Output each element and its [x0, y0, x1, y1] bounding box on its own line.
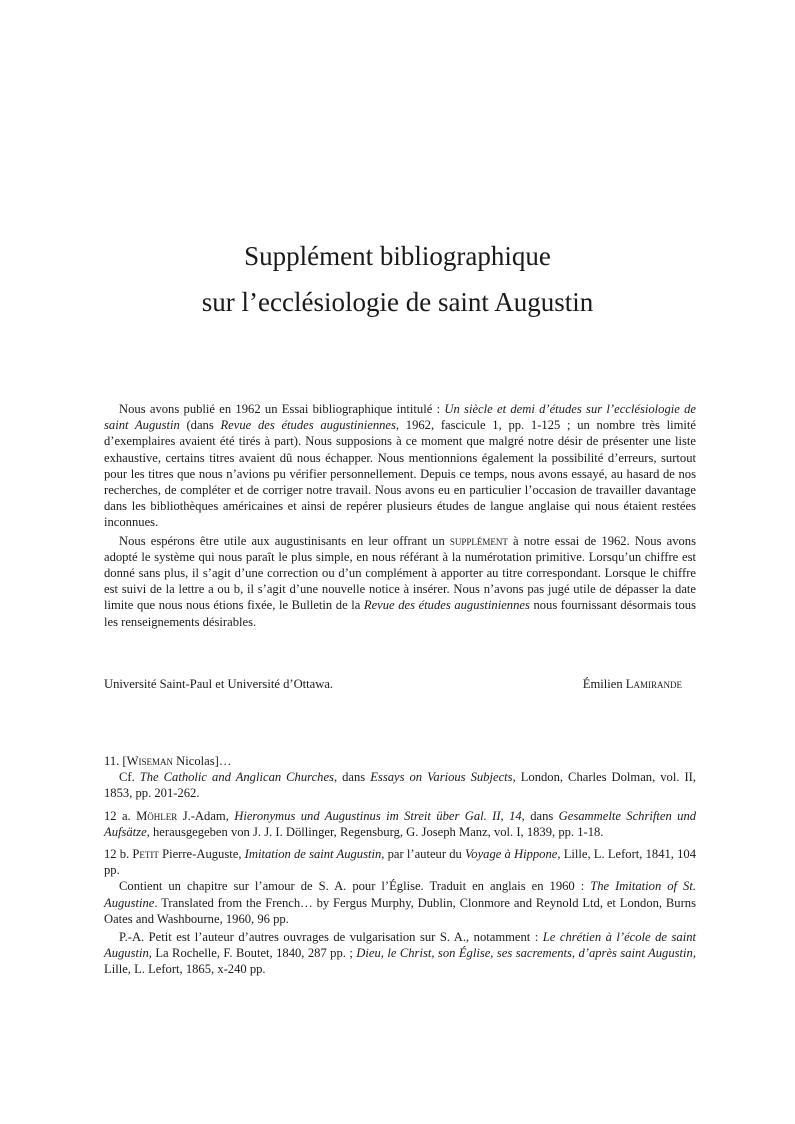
cited-title: Le chrétien à l’école de saint Augustin [104, 930, 696, 961]
text: , La Rochelle, F. Boutet, 1840, 287 pp. ; [148, 946, 357, 961]
text: , 1962, fascicule 1, pp. 1-125 ; un nombre très limité d’exemplaires avaient été tirés à part). Nous supposions à ce moment que malgré notre désir de présenter une liste exhaustive, certains titres avaient dû nous échapper. Nous mentionnions également la possibilité d’erreurs, surtout pour les titres que nous n’avions pu vérifier personnellement. Depuis ce temps, nous avons essayé, au hasard de nos recherches, de compléter et de corriger notre travail. Nous avons eu en particulier l’occasion de travailler davantage dans les bibliothèques américaines et ainsi de repérer plusieurs études de langue anglaise qui nous étaient restées inconnues. [104, 418, 696, 530]
text: , par l’auteur du [381, 847, 465, 862]
text: [ [119, 754, 127, 768]
cited-title: Voyage à Hippone [464, 847, 558, 862]
bibliography-entries [104, 753, 696, 984]
text: Nous espérons être utile aux augustinisants en leur offrant un [119, 533, 450, 548]
entry-body [104, 846, 696, 878]
title-line-2: sur l’ecclésiologie de saint Augustin [201, 287, 594, 317]
entry-number: 11. [104, 754, 120, 768]
cited-title: The Catholic and Anglican Churches [139, 770, 334, 785]
entry-11 [104, 753, 696, 802]
cited-title: Gesammelte Schriften und Aufsätze [104, 808, 697, 839]
text: Cf. [119, 770, 140, 785]
entry-number: 12 a. [104, 808, 131, 823]
text: , dans [333, 770, 371, 785]
author-rest: J.-Adam, [177, 808, 235, 823]
cited-title: Imitation de saint Augustin [244, 847, 382, 862]
journal-title: Revue des études augustiniennes [363, 598, 530, 613]
entry-body [104, 808, 696, 840]
signature-author [583, 676, 682, 692]
entry-note-1 [104, 878, 696, 927]
author-rest: Nicolas]… [173, 754, 232, 768]
text: , herausgegeben von J. J. I. Döllinger, Regensburg, G. Joseph Manz, vol. I, 1839, pp. 1-18. [146, 824, 604, 839]
cited-title: Essays on Various Subjects [370, 770, 513, 785]
introduction [104, 401, 696, 630]
text: , Lille, L. Lefort, 1841, 104 pp. [104, 847, 697, 878]
entry-number: 12 b. [104, 847, 130, 862]
text: nous fournissant désormais tous les renseignements désirables. [104, 598, 696, 629]
author-surname: Lamirande [625, 677, 682, 691]
author-surname: Wiseman [126, 754, 174, 768]
text: P.-A. Petit est l’auteur d’autres ouvrages de vulgarisation sur S. A., notamment : [119, 930, 543, 945]
text: , dans [521, 808, 559, 823]
cited-title: Un siècle et demi d’études sur l’ecclésiologie de saint Augustin [104, 402, 697, 433]
intro-paragraph-2 [104, 533, 696, 630]
author-first-name: Émilien [582, 677, 626, 691]
intro-paragraph-1 [104, 401, 696, 531]
small-caps-term: supplément [449, 533, 508, 548]
article-title [0, 233, 795, 325]
author-rest: Pierre-Auguste, [158, 847, 245, 862]
entry-note-2 [104, 929, 696, 978]
entry-12b [104, 846, 696, 978]
title-line-1: Supplément bibliographique [244, 241, 551, 271]
text: Nous avons publié en 1962 un Essai bibliographique intitulé : [119, 402, 445, 416]
signature-affiliation: Université Saint-Paul et Université d’Ottawa. [104, 677, 334, 691]
entry-body [104, 769, 696, 801]
text: (dans [179, 418, 221, 433]
entry-12a [104, 808, 696, 840]
signature [104, 676, 696, 692]
journal-title: Revue des études augustiniennes [220, 418, 396, 433]
text: Contient un chapitre sur l’amour de S. A. pour l’Église. Traduit en anglais en 1960 : [119, 879, 591, 894]
author-surname: Petit [132, 847, 159, 862]
author-surname: Möhler [136, 808, 178, 823]
text: à notre essai de 1962. Nous avons adopté le système qui nous paraît le plus simple, en nous référant à la numérotation primitive. Lorsqu’un chiffre est donné sans plus, il s’agit d’une correction ou d’un complément à apporter au titre correspondant. Lorsque le chiffre est suivi de la lettre a ou b, il s’agit d’une nouvelle notice à insérer. Nous n’avons pas jugé utile de dépasser la date limite que nous nous étions fixée, le Bulletin de la [104, 533, 696, 613]
text: , Lille, L. Lefort, 1865, x-240 pp. [104, 946, 696, 977]
cited-title: Hieronymus und Augustinus im Streit über Gal. II, 14 [234, 808, 522, 823]
text: . Translated from the French… by Fergus Murphy, Dublin, Clonmore and Reynold Ltd, et London, Burns Oates and Washbourne, 1960, 96 pp. [104, 895, 696, 926]
cited-title: Dieu, le Christ, son Église, ses sacrements, d’après saint Augustin [356, 946, 693, 961]
cited-title: The Imitation of St. Augustine [104, 879, 696, 910]
entry-head [104, 753, 696, 769]
text: , London, Charles Dolman, vol. II, 1853, pp. 201-262. [104, 770, 697, 801]
